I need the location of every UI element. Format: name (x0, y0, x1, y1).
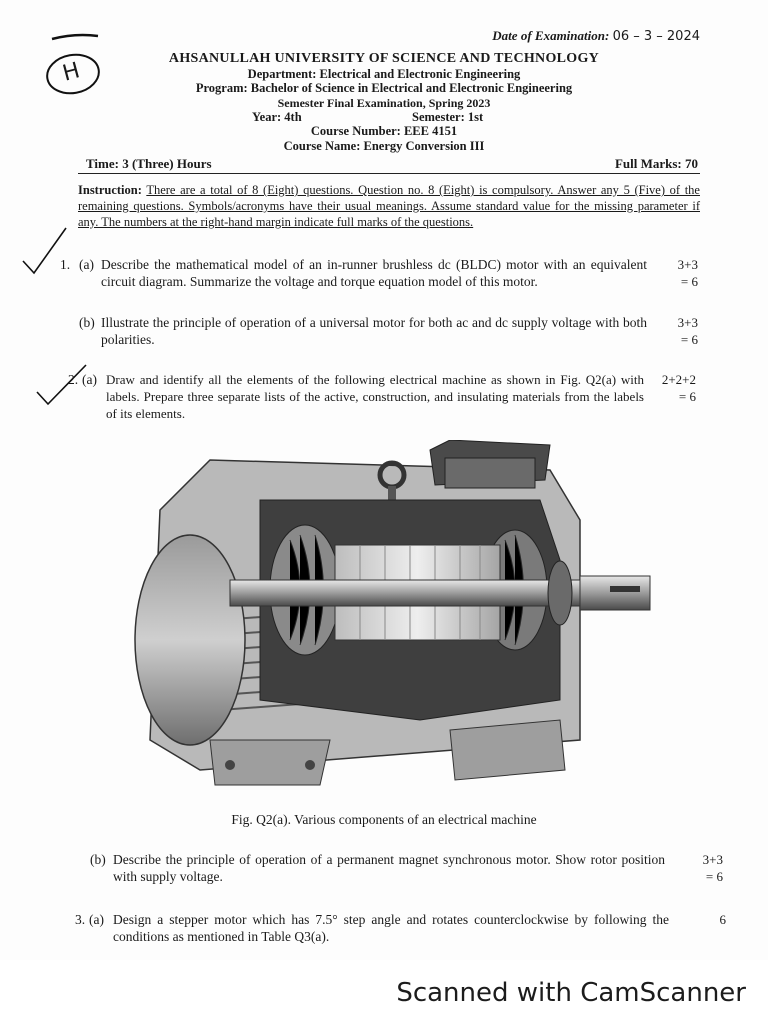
watermark-text: Scanned with CamScanner (396, 978, 746, 1008)
question-part: (a) (82, 372, 97, 387)
exam-time: Time: 3 (Three) Hours (86, 156, 212, 171)
figure-caption: Fig. Q2(a). Various components of an electrical machine (231, 812, 537, 827)
question-2a-marks (648, 371, 696, 405)
handwritten-dash (50, 30, 100, 44)
marks-breakdown: 3+3 (677, 315, 698, 330)
question-1b-marks (650, 314, 698, 348)
marks-breakdown: 3+3 (677, 257, 698, 272)
program: Program: Bachelor of Science in Electrical and Electronic Engineering (195, 81, 573, 95)
marks-total: = 6 (680, 332, 698, 347)
semester: Semester: 1st (412, 110, 484, 124)
question-number: 2. (68, 372, 79, 387)
department: Department: Electrical and Electronic Engineering (247, 67, 521, 81)
question-part: (a) (89, 912, 104, 927)
instruction-label: Instruction: (78, 183, 142, 197)
marks-total: 6 (719, 912, 726, 927)
handwritten-mark-letter: H (60, 58, 83, 87)
marks-total: = 6 (705, 869, 723, 884)
marks-total: = 6 (680, 274, 698, 289)
question-text: Illustrate the principle of operation of a universal motor for both ac and dc supply voltage with both polarities. (101, 315, 647, 347)
date-label: Date of Examination: (492, 28, 610, 43)
header-divider (78, 173, 700, 174)
question-number: 3. (75, 912, 86, 927)
marks-breakdown: 2+2+2 (661, 372, 696, 387)
question-1a-marks (650, 256, 698, 290)
question-text: Draw and identify all the elements of the following electrical machine as shown in Fig. Q2(a) with labels. Prepare three separate lists of the active, construction, and insulating materials from the labels of its elements. (106, 372, 644, 421)
question-part: (b) (79, 315, 95, 330)
university-name: AHSANULLAH UNIVERSITY OF SCIENCE AND TECHNOLOGY (168, 51, 600, 66)
question-number: 1. (60, 257, 71, 272)
question-text: Design a stepper motor which has 7.5° step angle and rotates counterclockwise by following the conditions as mentioned in Table Q3(a). (113, 912, 669, 944)
course-name: Course Name: Energy Conversion III (283, 139, 485, 153)
instruction-block (78, 182, 700, 230)
question-text: Describe the mathematical model of an in-runner brushless dc (BLDC) motor with an equivalent circuit diagram. Summarize the voltage and torque equation model of this motor. (101, 257, 647, 289)
exam-title: Semester Final Examination, Spring 2023 (277, 96, 491, 110)
question-2b-marks (675, 851, 723, 885)
instruction-text: There are a total of 8 (Eight) questions. Question no. 8 (Eight) is compulsory. Answer any 5 (Five) of the remaining questions. Symbols/acronyms have their usual meanings. Assume standard value for the missing parameter if any. The numbers at the right-hand margin indicate full marks of the questions. (78, 183, 700, 229)
marks-breakdown: 3+3 (702, 852, 723, 867)
year: Year: 4th (252, 110, 302, 124)
date-of-examination (492, 28, 700, 44)
full-marks: Full Marks: 70 (614, 156, 698, 171)
electrical-machine-cutaway-figure (120, 440, 660, 810)
course-number: Course Number: EEE 4151 (310, 124, 458, 138)
question-text: Describe the principle of operation of a permanent magnet synchronous motor. Show rotor position with supply voltage. (113, 852, 665, 884)
question-3a-marks (680, 911, 726, 928)
date-value: 06 – 3 – 2024 (612, 29, 700, 44)
marks-total: = 6 (678, 389, 696, 404)
camscanner-watermark (0, 960, 768, 1024)
question-part: (a) (79, 257, 94, 272)
question-part: (b) (90, 852, 106, 867)
